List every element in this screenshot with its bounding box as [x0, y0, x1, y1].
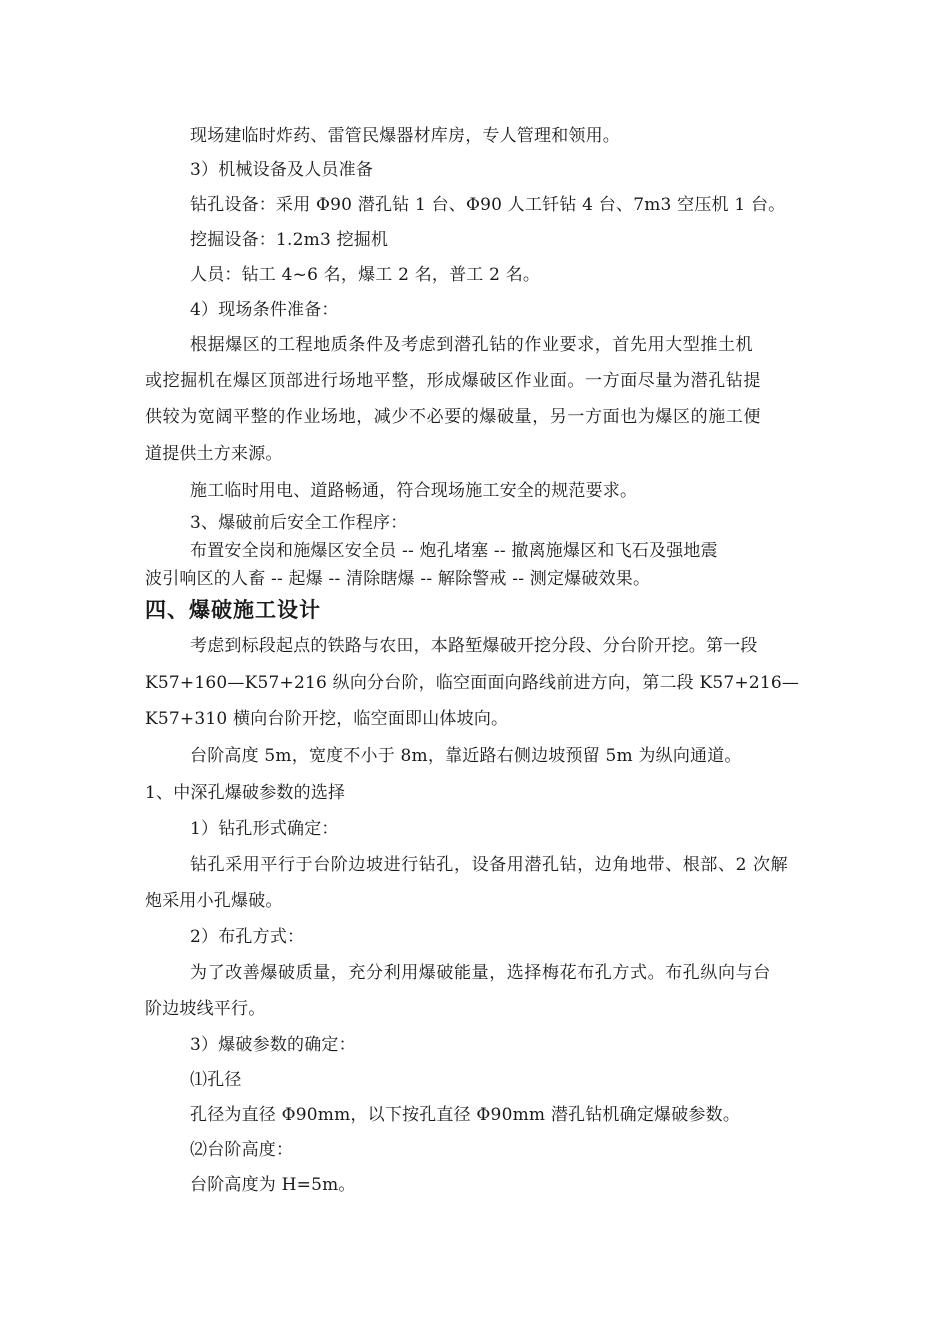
section-heading: 3、爆破前后安全工作程序： [190, 513, 408, 533]
subsection-heading: 3）机械设备及人员准备 [190, 160, 374, 180]
chapter-heading: 四、爆破施工设计 [145, 598, 321, 622]
subsection-heading: 3）爆破参数的确定： [190, 1035, 356, 1055]
paragraph-line: 钻孔采用平行于台阶边坡进行钻孔，设备用潜孔钻，边角地带、根部、2 次解 [190, 855, 789, 875]
paragraph-line: 台阶高度为 H=5m。 [190, 1175, 356, 1195]
paragraph-line: 台阶高度 5m，宽度不小于 8m，靠近路右侧边坡预留 5m 为纵向通道。 [190, 746, 742, 766]
paragraph-line: 钻孔设备：采用 Φ90 潜孔钻 1 台、Φ90 人工钎钻 4 台、7m3 空压机 1 台。 [190, 195, 786, 215]
paragraph-line: K57+310 横向台阶开挖，临空面即山体坡向。 [145, 709, 509, 729]
paragraph-line: 施工临时用电、道路畅通，符合现场施工安全的规范要求。 [190, 481, 638, 501]
paragraph-line: 根据爆区的工程地质条件及考虑到潜孔钻的作业要求，首先用大型推土机 [190, 335, 754, 355]
subsection-heading: 1）钻孔形式确定： [190, 819, 339, 839]
paragraph-line: 为了改善爆破质量，充分利用爆破能量，选择梅花布孔方式。布孔纵向与台 [190, 963, 771, 983]
item-heading: ⑴孔径 [190, 1070, 242, 1090]
paragraph-line: 布置安全岗和施爆区安全员 -- 炮孔堵塞 -- 撤离施爆区和飞石及强地震 [190, 541, 718, 561]
paragraph-line: 孔径为直径 Φ90mm，以下按孔直径 Φ90mm 潜孔钻机确定爆破参数。 [190, 1105, 741, 1125]
paragraph-line: 炮采用小孔爆破。 [145, 891, 283, 911]
paragraph-line: 挖掘设备：1.2m3 挖掘机 [190, 230, 389, 250]
paragraph-line: K57+160—K57+216 纵向分台阶，临空面面向路线前进方向，第二段 K57+216— [145, 673, 800, 693]
paragraph-line: 人员：钻工 4~6 名，爆工 2 名，普工 2 名。 [190, 265, 541, 285]
subsection-heading: 4）现场条件准备： [190, 300, 339, 320]
paragraph-line: 供较为宽阔平整的作业场地，减少不必要的爆破量，另一方面也为爆区的施工便 [145, 407, 761, 427]
paragraph-line: 道提供土方来源。 [145, 444, 283, 464]
paragraph-line: 阶边坡线平行。 [145, 999, 266, 1019]
paragraph-line: 考虑到标段起点的铁路与农田，本路堑爆破开挖分段、分台阶开挖。第一段 [190, 636, 758, 656]
paragraph-line: 现场建临时炸药、雷管民爆器材库房，专人管理和领用。 [190, 126, 620, 146]
item-heading: ⑵台阶高度： [190, 1140, 294, 1160]
paragraph-line: 波引响区的人畜 -- 起爆 -- 清除瞎爆 -- 解除警戒 -- 测定爆破效果。 [145, 569, 651, 589]
paragraph-line: 或挖掘机在爆区顶部进行场地平整，形成爆破区作业面。一方面尽量为潜孔钻提 [145, 371, 761, 391]
section-heading: 1、中深孔爆破参数的选择 [145, 783, 346, 803]
subsection-heading: 2）布孔方式： [190, 927, 305, 947]
